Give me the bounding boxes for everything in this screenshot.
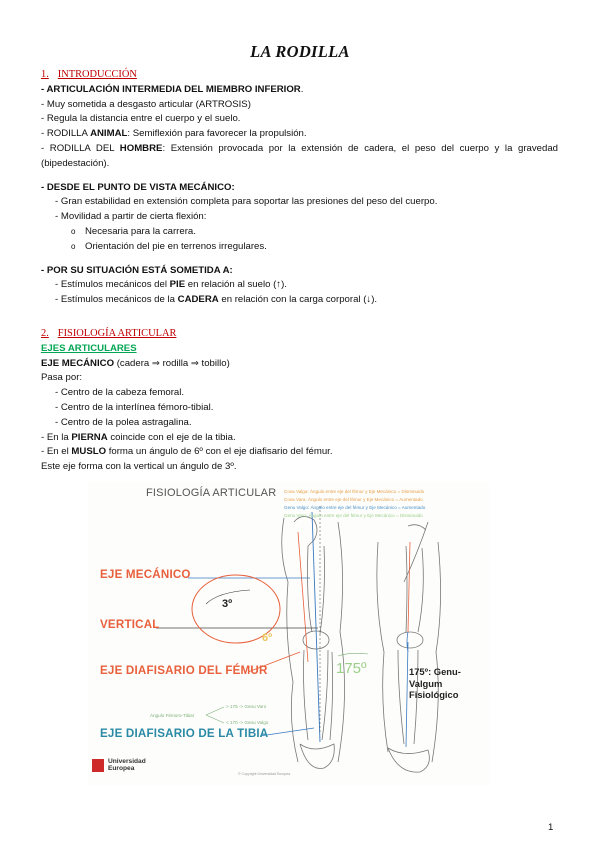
section-introduccion <box>41 68 558 308</box>
eje-text: (cadera ⇒ rodilla ⇒ tobillo) <box>114 357 230 369</box>
situ-text: en relación al suelo (↑). <box>185 279 287 291</box>
mech-heading-text: - DESDE EL PUNTO DE VISTA MECÁNICO <box>41 181 232 193</box>
situ-bold: CADERA <box>177 294 219 306</box>
situ-item <box>41 278 558 293</box>
legend-coxa-valga: Coxa Valga: Ángulo entre eje del fémur y Eje Mecánico = Disminuido <box>284 489 425 494</box>
muslo-bold: MUSLO <box>71 446 107 458</box>
situ-text: en relación con la carga corporal (↓). <box>218 294 378 306</box>
note-lt: < 170 -> Genu Valgo <box>226 720 269 725</box>
note-angulo: Ángulo Fémoro-Tibial <box>150 713 194 718</box>
mech-subitem-text: Necesaria para la carrera. <box>85 225 196 237</box>
pasa-item: - Centro de la polea astragalina. <box>55 416 192 428</box>
situ-bold: PIE <box>169 279 186 291</box>
pasa-item: - Centro de la interlínea fémoro-tibial. <box>55 401 214 413</box>
circle-bullet-icon: o <box>71 241 76 251</box>
label-eje-femur: EJE DIAFISARIO DEL FÉMUR <box>100 664 268 677</box>
intro-text: - Regula la distancia entre el cuerpo y el suelo. <box>41 113 241 125</box>
situ-heading: - POR SU SITUACIÓN ESTÁ SOMETIDA A: <box>41 264 233 276</box>
mech-subitem <box>41 240 558 255</box>
intro-bold: ANIMAL <box>90 128 128 140</box>
logo-text <box>108 758 146 772</box>
eje-mecanico-line <box>41 357 558 372</box>
page-number: 1 <box>548 822 554 833</box>
figure-title: FISIOLOGÍA ARTICULAR <box>146 487 277 499</box>
muslo-line <box>41 445 558 460</box>
mech-subitem-text: Orientación del pie en terrenos irregulares. <box>85 240 267 252</box>
mech-subitem <box>41 225 558 240</box>
copyright: © Copyright Universidad Europea <box>238 772 291 776</box>
intro-text: . <box>300 83 304 95</box>
intro-text: - RODILLA <box>41 128 91 140</box>
logo-mark-icon <box>92 759 104 772</box>
muslo-text: forma un ángulo de 6º con el eje diafisario del fémur. <box>106 446 333 458</box>
intro-text: - Muy sometida a desgasto articular (ARTROSIS) <box>41 98 251 110</box>
genu-valgum-label <box>409 666 461 701</box>
mech-heading: - DESDE EL PUNTO DE VISTA MECÁNICO: <box>41 181 235 193</box>
intro-text: - RODILLA DEL <box>41 142 120 154</box>
section-number: 1. <box>41 69 49 80</box>
situ-text: - Estímulos mecánicos de la <box>55 294 178 306</box>
pasa-item: - Centro de la cabeza femoral. <box>55 387 185 399</box>
intro-bold: - ARTICULACIÓN INTERMEDIA DEL MIEMBRO INFERIOR <box>41 83 301 95</box>
genu-line: Valgum <box>409 677 443 689</box>
intro-line <box>41 83 558 98</box>
logo-line: Universidad <box>108 758 146 765</box>
angle-3: 3º <box>222 598 233 610</box>
circle-bullet-icon: o <box>71 226 76 236</box>
page-title: LA RODILLA <box>250 42 350 61</box>
section-fisiologia <box>41 327 558 475</box>
section-heading-fisiologia <box>41 327 558 342</box>
mech-item: - Movilidad a partir de cierta flexión: <box>55 211 207 223</box>
legend-genu-varo: Genu Varo: Ángulo entre eje del fémur y Eje Mecánico = Disminuido <box>284 513 423 518</box>
pierna-text: - En la <box>41 431 72 443</box>
legend-coxa-vara: Coxa Vara: Ángulo entre eje del fémur y Eje Mecánico = Aumentado <box>284 497 423 502</box>
legend-genu-valgo: Genu Valgo: Ángulo entre eje del fémur y Eje Mecánico = Aumentado <box>284 505 426 510</box>
pasa-por: Pasa por: <box>41 372 83 384</box>
eje-bold: EJE MECÁNICO <box>41 357 115 369</box>
intro-text: : Extensión provocada por la extensión de cadera, el peso del cuerpo y la gravedad (bipedestación). <box>41 142 558 169</box>
angle-175: 175º <box>336 660 367 677</box>
genu-line: 175º: Genu- <box>409 666 461 677</box>
section-number: 2. <box>41 328 49 339</box>
pierna-text: coincide con el eje de la tibia. <box>107 431 236 443</box>
section-heading-text: INTRODUCCIÓN <box>57 69 137 80</box>
label-vertical: VERTICAL <box>100 618 160 631</box>
intro-line <box>41 142 558 172</box>
vertical-line: Este eje forma con la vertical un ángulo de 3º. <box>41 461 237 473</box>
label-eje-tibia: EJE DIAFISARIO DE LA TIBIA <box>100 727 269 740</box>
situ-item <box>41 293 558 308</box>
intro-line <box>41 127 558 142</box>
angle-6: 6º <box>262 632 273 644</box>
logo-line: Europea <box>108 765 135 772</box>
intro-bold: HOMBRE <box>119 142 163 154</box>
mech-item: - Gran estabilidad en extensión completa para soportar las presiones del peso del cuerpo. <box>55 196 438 208</box>
knee-axes-figure <box>88 482 490 785</box>
pierna-line <box>41 431 558 446</box>
intro-text: : Semiflexión para favorecer la propulsión. <box>127 128 307 140</box>
note-gt: > 175 -> Genu Varo <box>226 704 267 709</box>
muslo-text: - En el <box>41 446 72 458</box>
section-heading-introduccion <box>41 68 558 83</box>
intro-line <box>41 98 558 113</box>
universidad-logo <box>92 758 146 772</box>
situ-text: - Estímulos mecánicos del <box>55 279 170 291</box>
subheading-ejes: EJES ARTICULARES <box>41 342 137 354</box>
genu-line: Fisiológico <box>409 689 459 700</box>
section-heading-text: FISIOLOGÍA ARTICULAR <box>57 328 177 339</box>
label-eje-mecanico: EJE MECÁNICO <box>100 568 191 581</box>
pierna-bold: PIERNA <box>71 431 108 443</box>
intro-line <box>41 112 558 127</box>
